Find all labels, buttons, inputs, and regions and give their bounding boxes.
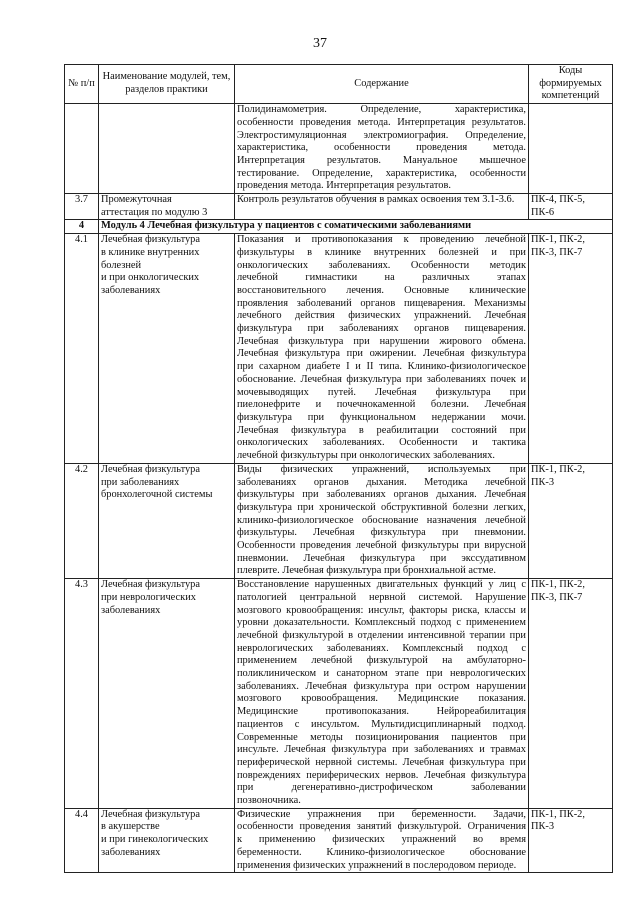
text-line: заболеваниях bbox=[101, 284, 161, 296]
row-name bbox=[99, 463, 235, 578]
row-number bbox=[65, 104, 99, 194]
text-line: физкультуры. Лечебная физкультура при пневмонии. bbox=[237, 527, 526, 539]
text-line: аттестация по модулю 3 bbox=[101, 206, 208, 218]
text-line: Лечебная физкультура в реабилитации состояний при bbox=[237, 424, 526, 436]
text-line: позвоночника. bbox=[237, 795, 301, 807]
text-line: в акушерстве bbox=[101, 821, 160, 833]
text-line: ПК-4, ПК-5, bbox=[531, 194, 585, 206]
text-line: лечебного действия физических упражнений. Лечебная bbox=[237, 310, 526, 322]
text-line: особенности проведения занятий физкультурой. Ограничения bbox=[237, 821, 526, 833]
text-line: физкультуры в клинике внутренних болезней и при bbox=[237, 246, 526, 258]
text-line: уровни доказательности. Комплексный подход с применением bbox=[237, 617, 526, 629]
text-line: Лечебная физкультура bbox=[101, 579, 200, 591]
text-line: Лечебная физкультура при ожирении. Лечебная физкультура bbox=[237, 348, 526, 360]
text-line: периферической нервной системы. Лечебная физкультура при bbox=[237, 756, 526, 768]
text-line: Особенности проведения лечебной физкультуры при вирусной bbox=[237, 540, 526, 552]
text-line: Лечебная физкультура при нарушении жирового обмена. bbox=[237, 335, 526, 347]
table-row bbox=[65, 194, 613, 220]
module-number: 4 bbox=[65, 220, 99, 234]
text-line: проявления заболеваний органов пищеварения. Механизмы bbox=[237, 297, 526, 309]
header-num: № п/п bbox=[65, 65, 99, 104]
text-line: Медицинские противопоказания. Нейрореабилитация bbox=[237, 706, 526, 718]
header-name: Наименование модулей, тем, разделов практики bbox=[99, 65, 235, 104]
text-line: Контроль результатов обучения в рамках освоения тем 3.1-3.6. bbox=[237, 194, 515, 206]
text-line: Лечебная физкультура bbox=[101, 234, 200, 246]
text-line: клинико-физиологическое обоснование назначения лечебной bbox=[237, 514, 526, 526]
row-name bbox=[99, 104, 235, 194]
table-row bbox=[65, 808, 613, 873]
text-line: ПК-1, ПК-2, bbox=[531, 463, 585, 475]
text-line: Виды физических упражнений, используемых при bbox=[237, 463, 526, 475]
text-line: и при гинекологических bbox=[101, 834, 209, 846]
row-content bbox=[235, 104, 529, 194]
row-codes bbox=[529, 104, 613, 194]
text-line: ПК-1, ПК-2, bbox=[531, 234, 585, 246]
text-line: ПК-3 bbox=[531, 821, 555, 833]
text-line: болезней bbox=[101, 259, 142, 271]
text-line: Полидинамометрия. Определение, характеристика, bbox=[237, 104, 526, 116]
row-name bbox=[99, 579, 235, 809]
curriculum-table bbox=[64, 64, 613, 873]
row-number: 4.1 bbox=[65, 234, 99, 464]
text-line: пиелонефрите и почечнокаменной болезни. Лечебная bbox=[237, 399, 526, 411]
row-codes bbox=[529, 579, 613, 809]
row-name bbox=[99, 194, 235, 220]
text-line: при сахарном диабете I и II типа. Клинико-физиологическое bbox=[237, 361, 526, 373]
text-line: ПК-3 bbox=[531, 476, 555, 488]
text-line: плеврите. Лечебная физкультура при бронхиальной астме. bbox=[237, 565, 496, 577]
text-line: патологией центральной нервной системой. Нарушение bbox=[237, 591, 526, 603]
text-line: Восстановление нарушенных двигательных функций у лиц с bbox=[237, 579, 526, 591]
text-line: лечебной физкультуры при онкологических заболеваниях. bbox=[237, 450, 496, 462]
header-content: Содержание bbox=[235, 65, 529, 104]
table-header-row bbox=[65, 65, 613, 104]
text-line: Промежуточная bbox=[101, 194, 172, 206]
text-line: физкультуры при заболеваниях органов дыхания. Лечебная bbox=[237, 489, 526, 501]
text-line: физкультура при заболеваниях органов пищеварения. bbox=[237, 323, 526, 335]
text-line: в клинике внутренних bbox=[101, 246, 200, 258]
text-line: онкологических заболеваниях. Особенности и тактика bbox=[237, 437, 526, 449]
row-content bbox=[235, 234, 529, 464]
row-content bbox=[235, 808, 529, 873]
row-content bbox=[235, 463, 529, 578]
text-line: мозгового кровообращения: инсульт, факторы риска, классы и bbox=[237, 604, 526, 616]
text-line: мозгового кровообращения. Медицинские показания. bbox=[237, 693, 526, 705]
text-line: физкультура при хронической обструктивной болезни легких, bbox=[237, 501, 526, 513]
text-line: физкультура при функциональном недержании мочи. bbox=[237, 411, 526, 423]
page-number: 37 bbox=[313, 36, 327, 51]
text-line: проведения метода. Интерпретация результатов. bbox=[237, 180, 452, 192]
text-line: применением лечебной физкультурой на амбулаторно- bbox=[237, 655, 526, 667]
text-line: характеристика, особенности проведения метода. bbox=[237, 142, 526, 154]
row-name bbox=[99, 234, 235, 464]
text-line: поликлиническом и санаторном этапе при неврологических bbox=[237, 668, 526, 680]
table-row bbox=[65, 104, 613, 194]
text-line: Современные методы позиционирования пациентов при bbox=[237, 731, 526, 743]
text-line: заболеваниях. Лечебная физкультура при остром нарушении bbox=[237, 680, 526, 692]
module-row bbox=[65, 220, 613, 234]
row-number: 4.2 bbox=[65, 463, 99, 578]
text-line: заболеваниях bbox=[101, 604, 161, 616]
table-row bbox=[65, 579, 613, 809]
text-line: Электростимуляционная электромиография. Определение, bbox=[237, 129, 526, 141]
row-number: 4.4 bbox=[65, 808, 99, 873]
text-line: ПК-3, ПК-7 bbox=[531, 591, 583, 603]
row-codes bbox=[529, 463, 613, 578]
row-codes bbox=[529, 194, 613, 220]
text-line: ПК-6 bbox=[531, 206, 555, 218]
row-codes bbox=[529, 808, 613, 873]
text-line: заболеваниях органов дыхания. Методика лечебной bbox=[237, 476, 526, 488]
row-name bbox=[99, 808, 235, 873]
text-line: ПК-1, ПК-2, bbox=[531, 808, 585, 820]
row-codes bbox=[529, 234, 613, 464]
text-line: особенности проведения метода. Интерпретация результатов. bbox=[237, 116, 526, 128]
text-line: ПК-1, ПК-2, bbox=[531, 579, 585, 591]
row-content bbox=[235, 194, 529, 220]
text-line: инсульте. Лечебная физкультура при заболеваниях и травмах bbox=[237, 744, 526, 756]
text-line: лечебной физкультурой в отделении интенсивной терапии при bbox=[237, 629, 526, 641]
table-row bbox=[65, 463, 613, 578]
text-line: восстановительного лечения. Основные клинические bbox=[237, 284, 526, 296]
row-number: 3.7 bbox=[65, 194, 99, 220]
header-codes: Коды формируемых компетенций bbox=[529, 65, 613, 104]
text-line: повреждениях периферических нервов. Лечебная физкультура bbox=[237, 769, 526, 781]
text-line: Показания и противопоказания к проведению лечебной bbox=[237, 234, 526, 246]
text-line: неврологических заболеваниях. Комплексный подход с bbox=[237, 642, 526, 654]
text-line: при неврологических bbox=[101, 591, 196, 603]
text-line: Лечебная физкультура bbox=[101, 808, 200, 820]
text-line: к применению физических упражнений во время bbox=[237, 834, 526, 846]
row-number: 4.3 bbox=[65, 579, 99, 809]
text-line: ПК-3, ПК-7 bbox=[531, 246, 583, 258]
row-content bbox=[235, 579, 529, 809]
text-line: применения физических упражнений в послеродовом периоде. bbox=[237, 859, 517, 871]
text-line: пневмонии. Лечебная физкультура при экссудативном bbox=[237, 552, 526, 564]
text-line: Лечебная физкультура bbox=[101, 463, 200, 475]
text-line: заболеваниях bbox=[101, 846, 161, 858]
text-line: пациентов с инсультом. Мультидисциплинарный подход. bbox=[237, 718, 526, 730]
text-line: обоснование. Лечебная физкультура при заболеваниях почек и bbox=[237, 373, 526, 385]
text-line: Физические упражнения при беременности. Задачи, bbox=[237, 808, 526, 820]
module-title: Модуль 4 Лечебная физкультура у пациентов с соматическими заболеваниями bbox=[99, 220, 613, 234]
text-line: при заболеваниях bbox=[101, 476, 180, 488]
text-line: лечебной гимнастики на различных этапах bbox=[237, 272, 526, 284]
text-line: и при онкологических bbox=[101, 272, 200, 284]
text-line: онкологических заболеваниях. Особенности методик bbox=[237, 259, 526, 271]
text-line: тестирование. Определение, характеристика, особенности bbox=[237, 167, 526, 179]
text-line: мочевыводящих путей. Лечебная физкультура при bbox=[237, 386, 526, 398]
table-row bbox=[65, 234, 613, 464]
text-line: бронхолегочной системы bbox=[101, 489, 213, 501]
text-line: беременности. Клинико-физиологическое обоснование bbox=[237, 846, 526, 858]
text-line: Интерпретация результатов. Мануальное мышечное bbox=[237, 154, 526, 166]
text-line: при дегенеративно-дистрофическом заболевании bbox=[237, 782, 526, 794]
